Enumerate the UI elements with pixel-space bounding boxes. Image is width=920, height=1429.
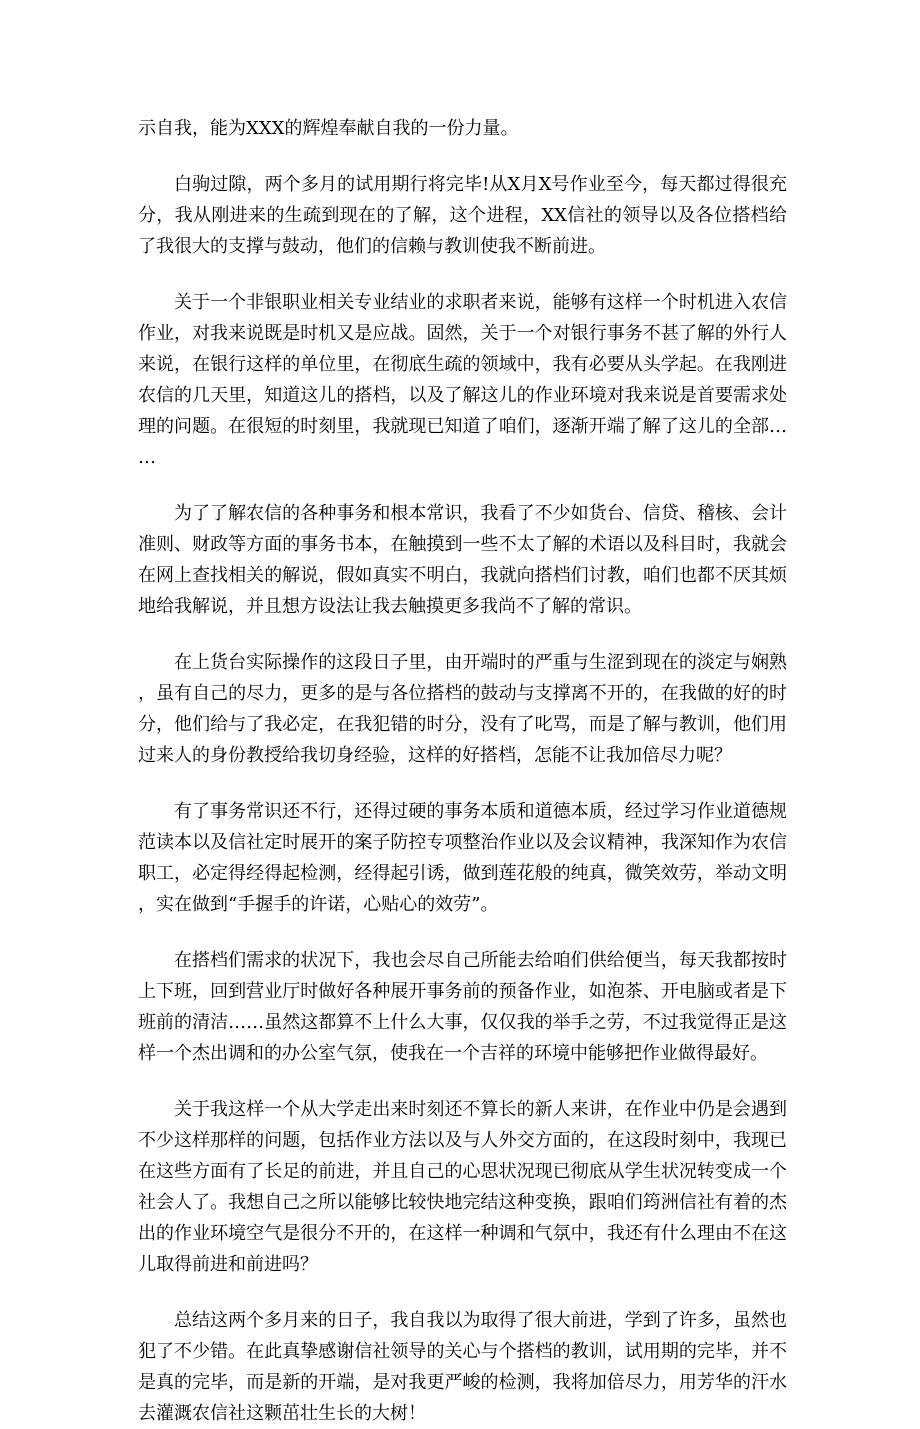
paragraph-personal-growth: 关于我这样一个从大学走出来时刻还不算长的新人来讲，在作业中仍是会遇到不少这样那样的问题，包括作业方法以及与人外交方面的，在这段时刻中，我现已在这些方面有了长足的前进，并且自己的心思状况现已彻底从学生状况转变成一个社会人了。我想自己之所以能够比较快地完结这种变换，跟咱们筠洲信社有着的杰出的作业环境空气是很分不开的，在这样一种调和气氛中，我还有什么理由不在这儿取得前进和前进吗？ — [138, 1099, 787, 1275]
paragraph-helping-colleagues: 在搭档们需求的状况下，我也会尽自己所能去给咱们供给便当，每天我都按时上下班，回到营业厅时做好各种展开事务前的预备作业，如泡茶、开电脑或者是下班前的清洁……虽然这都算不上什么大事，仅仅我的举手之劳，不过我觉得正是这样一个杰出调和的办公室气氛，使我在一个吉祥的环境中能够把作业做得最好。 — [138, 950, 787, 1064]
paragraph-ethics: 有了事务常识还不行，还得过硬的事务本质和道德本质，经过学习作业道德规范读本以及信社定时展开的案子防控专项整治作业以及会议精神，我深知作为农信职工，必定得经得起检测，经得起引诱，做到莲花般的纯真，微笑效劳，举动文明，实在做到“手握手的许诺，心贴心的效劳”。 — [138, 801, 787, 915]
paragraph-continuation: 示自我，能为XXX的辉煌奉献自我的一份力量。 — [138, 118, 519, 139]
paragraph-summary: 总结这两个多月来的日子，我自我以为取得了很大前进，学到了许多，虽然也犯了不少错。在此真挚感谢信社领导的关心与个搭档的教训，试用期的完毕，并不是真的完毕，而是新的开端，是对我更严峻的检测，我将加倍尽力，用芳华的汗水去灌溉农信社这颗茁壮生长的大树！ — [138, 1310, 787, 1424]
paragraph-learning: 为了了解农信的各种事务和根本常识，我看了不少如货台、信贷、稽核、会计准则、财政等方面的事务书本，在触摸到一些不太了解的术语以及科目时，我就会在网上查找相关的解说，假如真实不明白，我就向搭档们讨教，咱们也都不厌其烦地给我解说，并且想方设法让我去触摸更多我尚不了解的常识。 — [138, 503, 787, 617]
paragraph-probation-intro: 白驹过隙，两个多月的试用期行将完毕!从X月X号作业至今，每天都过得很充分，我从刚进来的生疏到现在的了解，这个进程，XX信社的领导以及各位搭档给了我很大的支撑与鼓动，他们的信赖与教训使我不断前进。 — [138, 174, 787, 257]
paragraph-counter-operation: 在上货台实际操作的这段日子里，由开端时的严重与生涩到现在的淡定与娴熟，虽有自己的尽力，更多的是与各位搭档的鼓动与支撑离不开的，在我做的好的时分，他们给与了我必定，在我犯错的时分，没有了叱骂，而是了解与教训，他们用过来人的身份教授给我切身经验，这样的好搭档，怎能不让我加倍尽力呢？ — [138, 652, 787, 766]
paragraph-opportunity: 关于一个非银职业相关专业结业的求职者来说，能够有这样一个时机进入农信作业，对我来说既是时机又是应战。固然，关于一个对银行事务不甚了解的外行人来说，在银行这样的单位里，在彻底生疏的领域中，我有必要从头学起。在我刚进农信的几天里，知道这儿的搭档，以及了解这儿的作业环境对我来说是首要需求处理的问题。在很短的时刻里，我就现已知道了咱们，逐渐开端了解了这儿的全部…… — [138, 292, 787, 468]
